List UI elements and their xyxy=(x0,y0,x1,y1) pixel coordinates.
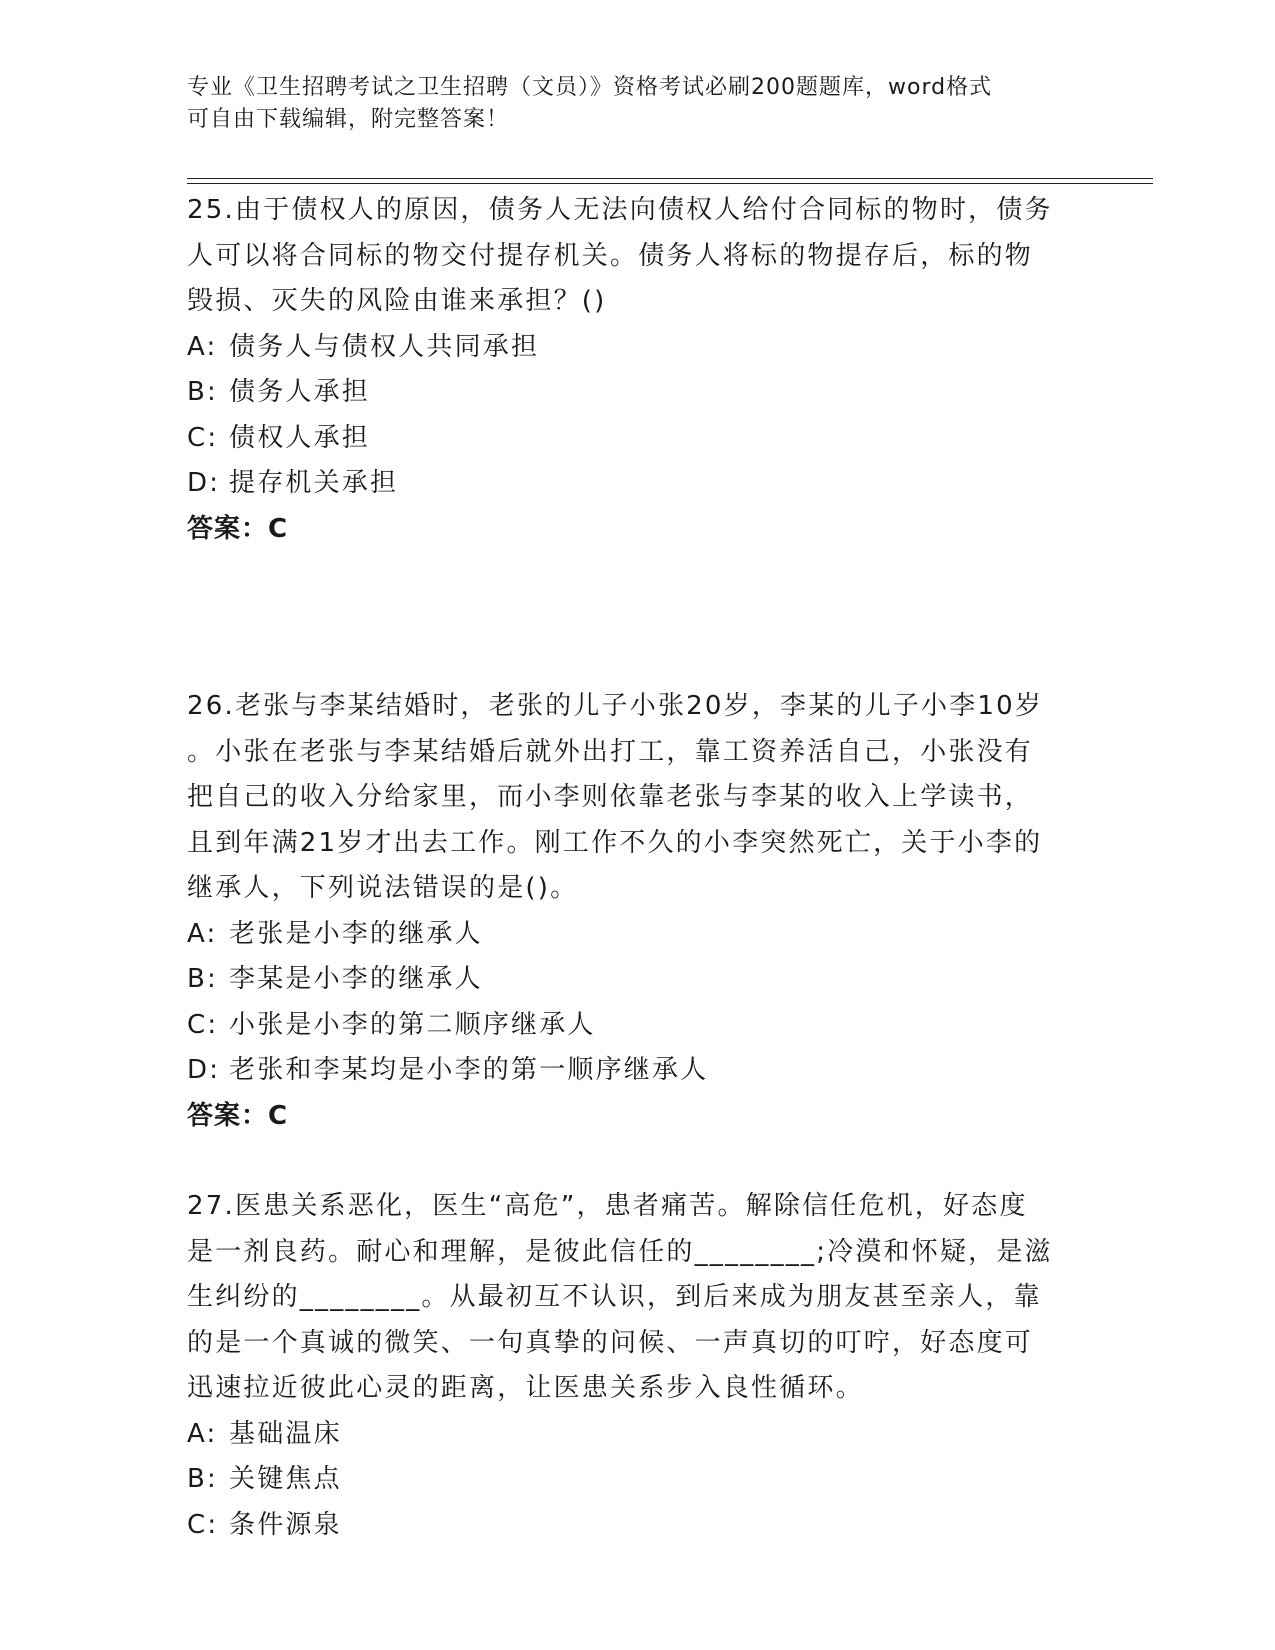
option-key: A: xyxy=(187,1418,218,1449)
stem-line: 26.老张与李某结婚时，老张的儿子小张20岁，李某的儿子小李10岁 xyxy=(187,691,1044,721)
option-text: 提存机关承担 xyxy=(229,468,399,498)
option-b xyxy=(187,370,1087,416)
header-line: 专业《卫生招聘考试之卫生招聘（文员）》资格考试必刷200题题库，word格式 xyxy=(187,75,993,100)
option-key: B: xyxy=(187,1464,218,1494)
option-d xyxy=(187,461,1087,507)
option-text: 老张和李某均是小李的第一顺序继承人 xyxy=(229,1055,709,1085)
option-text: 基础温床 xyxy=(229,1418,342,1449)
question-26 xyxy=(187,684,1087,1139)
option-text: 债务人承担 xyxy=(229,377,371,407)
stem-line: 。小张在老张与李某结婚后就外出打工，靠工资养活自己，小张没有 xyxy=(187,736,1034,767)
stem-line: 27.医患关系恶化，医生“高危”，患者痛苦。解除信任危机，好态度 xyxy=(187,1191,1028,1221)
question-stem xyxy=(187,684,1087,912)
option-key: C: xyxy=(187,422,219,453)
option-b xyxy=(187,957,1087,1003)
option-a xyxy=(187,1412,1087,1458)
stem-line: 生纠纷的________。从最初互不认识，到后来成为朋友甚至亲人，靠 xyxy=(187,1282,1042,1312)
option-key: B: xyxy=(187,377,218,407)
question-27 xyxy=(187,1184,1087,1548)
option-text: 债权人承担 xyxy=(229,422,371,453)
header-line: 可自由下载编辑，附完整答案！ xyxy=(187,107,510,132)
answer-line: 答案：C xyxy=(187,1100,289,1131)
stem-line: 把自己的收入分给家里，而小李则依靠老张与李某的收入上学读书， xyxy=(187,782,1034,812)
option-text: 关键焦点 xyxy=(229,1464,342,1494)
option-text: 条件源泉 xyxy=(229,1509,342,1540)
question-stem xyxy=(187,188,1087,325)
stem-line: 是一剂良药。耐心和理解，是彼此信任的________;冷漠和怀疑，是滋 xyxy=(187,1236,1053,1267)
option-key: A: xyxy=(187,918,218,949)
option-b xyxy=(187,1457,1087,1503)
stem-line: 25.由于债权人的原因，债务人无法向债权人给付合同标的物时，债务 xyxy=(187,195,1053,225)
option-key: A: xyxy=(187,331,218,362)
option-key: C: xyxy=(187,1509,219,1540)
option-a xyxy=(187,325,1087,371)
question-stem xyxy=(187,1184,1087,1412)
option-d xyxy=(187,1048,1087,1094)
header-divider-bottom xyxy=(187,183,1153,184)
option-text: 债务人与债权人共同承担 xyxy=(229,331,540,362)
option-key: B: xyxy=(187,964,218,994)
answer-line: 答案：C xyxy=(187,513,289,544)
stem-line: 继承人，下列说法错误的是()。 xyxy=(187,873,579,903)
header-divider-top xyxy=(187,178,1153,179)
option-text: 小张是小李的第二顺序继承人 xyxy=(229,1009,596,1040)
document-header xyxy=(187,72,1087,136)
option-text: 李某是小李的继承人 xyxy=(229,964,483,994)
option-c xyxy=(187,1003,1087,1049)
option-key: D: xyxy=(187,468,221,498)
option-c xyxy=(187,1503,1087,1549)
stem-line: 的是一个真诚的微笑、一句真挚的问候、一声真切的叮咛，好态度可 xyxy=(187,1327,1034,1358)
option-text: 老张是小李的继承人 xyxy=(229,918,483,949)
stem-line: 人可以将合同标的物交付提存机关。债务人将标的物提存后，标的物 xyxy=(187,240,1034,271)
option-c xyxy=(187,416,1087,462)
option-key: D: xyxy=(187,1055,221,1085)
question-25 xyxy=(187,188,1087,552)
stem-line: 迅速拉近彼此心灵的距离，让医患关系步入良性循环。 xyxy=(187,1373,864,1403)
stem-line: 且到年满21岁才出去工作。刚工作不久的小李突然死亡，关于小李的 xyxy=(187,827,1043,858)
option-key: C: xyxy=(187,1009,219,1040)
option-a xyxy=(187,912,1087,958)
stem-line: 毁损、灭失的风险由谁来承担？() xyxy=(187,286,607,316)
